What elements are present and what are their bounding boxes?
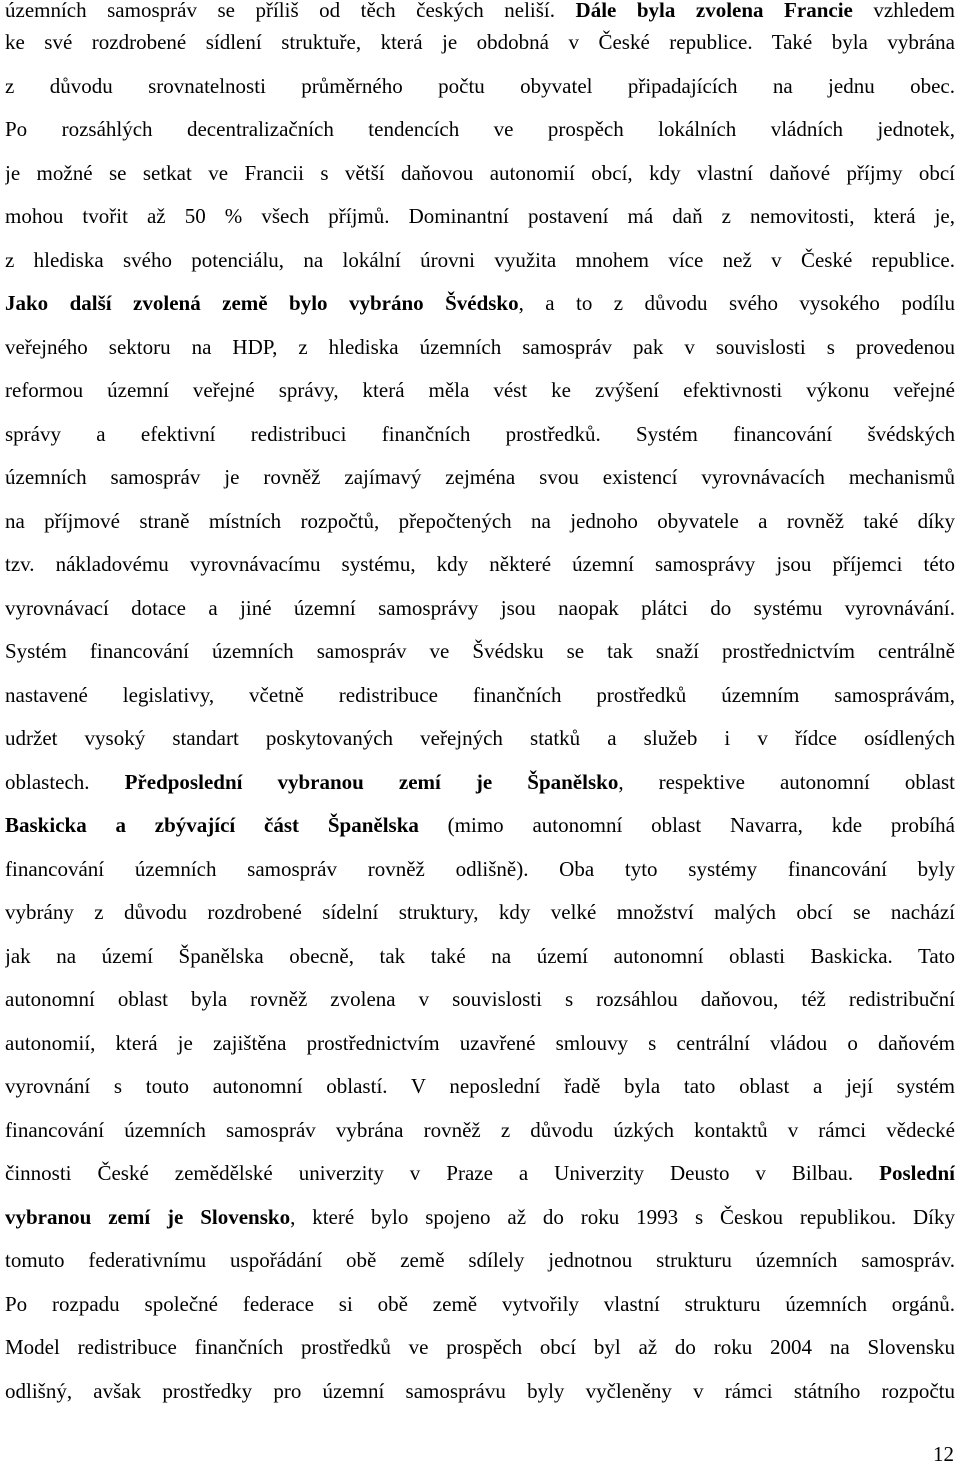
body-text (5, 0, 955, 1422)
text-line (5, 378, 955, 422)
text-span: financování územních samospráv rovněž odlišně). Oba tyto systémy financování byly (5, 856, 955, 881)
text-span: správy a efektivní redistribuci finančních prostředků. Systém financování švédských (5, 421, 955, 446)
text-line (5, 1248, 955, 1292)
bold-text: vybranou zemí je Slovensko (5, 1204, 291, 1229)
text-line (5, 1074, 955, 1118)
text-line (5, 465, 955, 509)
text-line (5, 422, 955, 466)
text-line (5, 74, 955, 118)
text-line (5, 944, 955, 988)
text-line (5, 596, 955, 640)
text-line (5, 1292, 955, 1336)
text-span: , a to z důvodu svého vysokého podílu (518, 291, 955, 315)
text-line (5, 1031, 955, 1075)
text-span: vyrovnání s touto autonomní oblastí. V neposlední řadě byla tato oblast a její systém (5, 1074, 955, 1098)
text-span: tzv. nákladovému vyrovnávacímu systému, kdy některé územní samosprávy jsou příjemci této (5, 552, 955, 576)
text-span: vzhledem (852, 0, 955, 22)
document-page (5, 0, 955, 1422)
text-span: územních samospráv je rovněž zajímavý zejména svou existencí vyrovnávacích mechanismů (5, 465, 955, 489)
text-line (5, 683, 955, 727)
bold-text: Dále byla zvolena Francie (575, 0, 853, 22)
text-span: Systém financování územních samospráv ve Švédsku se tak snaží prostřednictvím centrálně (5, 639, 955, 663)
text-span: (mimo autonomní oblast Navarra, kde probíhá (418, 813, 955, 837)
text-line (5, 857, 955, 901)
text-line (5, 335, 955, 379)
text-span: nastavené legislativy, včetně redistribuce finančních prostředků územním samosprávám, (5, 682, 955, 707)
text-span: Model redistribuce finančních prostředků ve prospěch obcí byl až do roku 2004 na Slovensku (5, 1335, 955, 1359)
text-line (5, 1205, 955, 1249)
text-line (5, 813, 955, 857)
bold-text: Jako další zvolená země bylo vybráno Švédsko (5, 291, 519, 315)
text-span: Po rozsáhlých decentralizačních tendencích ve prospěch lokálních vládních jednotek, (5, 117, 955, 141)
text-span: činnosti České zemědělské univerzity v Praze a Univerzity Deusto v Bilbau. (5, 1161, 880, 1185)
text-span: odlišný, avšak prostředky pro územní samosprávu byly vyčleněny v rámci státního rozpočtu (5, 1378, 955, 1403)
text-line (5, 509, 955, 553)
bold-text: Předposlední vybranou zemí je Španělsko (124, 769, 619, 794)
text-span: autonomní oblast byla rovněž zvolena v souvislosti s rozsáhlou daňovou, též redistribuční (5, 987, 955, 1011)
text-line (5, 291, 955, 335)
bold-text: Baskicka a zbývající část Španělska (5, 813, 419, 837)
text-line (5, 639, 955, 683)
text-line (5, 770, 955, 814)
text-line (5, 1335, 955, 1379)
text-span: , respektive autonomní oblast (618, 769, 955, 794)
text-span: oblastech. (5, 769, 125, 794)
text-span: na příjmové straně místních rozpočtů, přepočtených na jednoho obyvatele a rovněž také díky (5, 508, 955, 533)
text-line (5, 1118, 955, 1162)
text-span: financování územních samospráv vybrána rovněž z důvodu úzkých kontaktů v rámci vědecké (5, 1117, 955, 1142)
text-span: Po rozpadu společné federace si obě země vytvořily vlastní strukturu územních orgánů. (5, 1291, 955, 1316)
text-span: územních samospráv se příliš od těch českých neliší. (5, 0, 576, 22)
text-line (5, 987, 955, 1031)
text-span: mohou tvořit až 50 % všech příjmů. Dominantní postavení má daň z nemovitosti, která je, (5, 204, 955, 228)
text-line (5, 726, 955, 770)
text-span: ke své rozdrobené sídlení struktuře, která je obdobná v České republice. Také byla vybrána (5, 30, 955, 54)
text-line (5, 30, 955, 74)
bold-text: Poslední (879, 1161, 955, 1185)
text-span: z hlediska svého potenciálu, na lokální úrovni využita mnohem více než v České republice. (5, 247, 955, 272)
text-span: vyrovnávací dotace a jiné územní samosprávy jsou naopak plátci do systému vyrovnávání. (5, 595, 955, 620)
text-span: udržet vysoký standart poskytovaných veřejných statků a služeb i v řídce osídlených (5, 726, 955, 750)
text-line (5, 552, 955, 596)
text-line (5, 117, 955, 161)
text-line (5, 1161, 955, 1205)
text-span: tomuto federativnímu uspořádání obě země sdílely jednotnou strukturu územních samospráv. (5, 1248, 955, 1272)
text-span: veřejného sektoru na HDP, z hlediska územních samospráv pak v souvislosti s provedenou (5, 334, 955, 359)
text-line (5, 900, 955, 944)
text-line (5, 1379, 955, 1423)
text-line (5, 161, 955, 205)
page-number: 12 (933, 1442, 954, 1466)
text-line (5, 204, 955, 248)
text-span: jak na území Španělska obecně, tak také na území autonomní oblasti Baskicka. Tato (5, 943, 955, 968)
text-line (5, 248, 955, 292)
text-span: autonomií, která je zajištěna prostřednictvím uzavřené smlouvy s centrální vládou o daňovém (5, 1030, 955, 1055)
text-line (5, 0, 955, 30)
text-span: , které bylo spojeno až do roku 1993 s Českou republikou. Díky (290, 1204, 955, 1229)
text-span: je možné se setkat ve Francii s větší daňovou autonomií obcí, kdy vlastní daňové příjmy obcí (5, 160, 955, 185)
text-span: reformou územní veřejné správy, která měla vést ke zvýšení efektivnosti výkonu veřejné (5, 378, 955, 402)
text-span: z důvodu srovnatelnosti průměrného počtu obyvatel připadajících na jednu obec. (5, 73, 955, 98)
text-span: vybrány z důvodu rozdrobené sídelní struktury, kdy velké množství malých obcí se nachází (5, 900, 955, 924)
